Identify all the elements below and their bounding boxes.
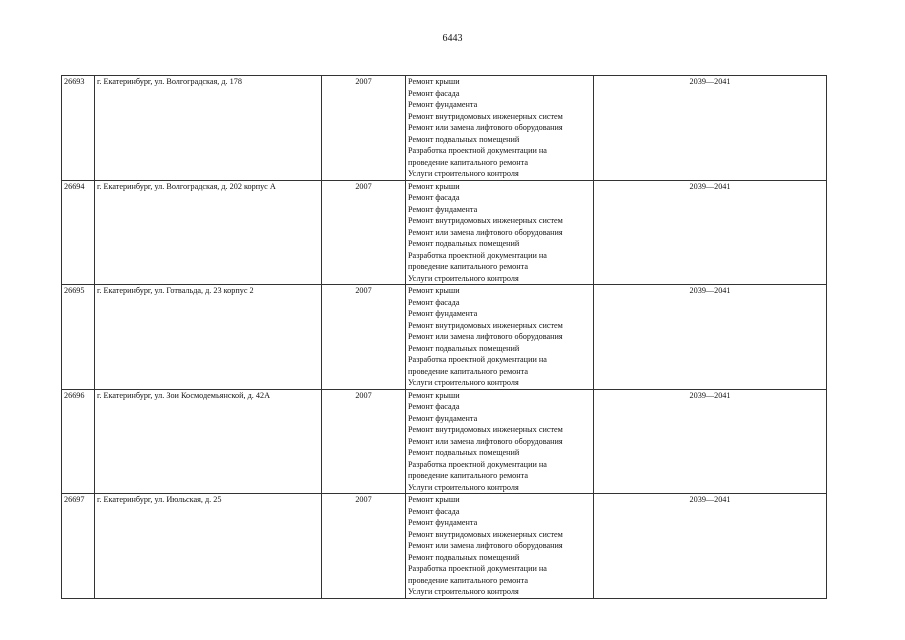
work-item: Ремонт крыши <box>408 286 460 295</box>
work-item: Ремонт фундамента <box>408 309 478 318</box>
work-item: Услуги строительного контроля <box>408 378 519 387</box>
period-cell: 2039—2041 <box>594 389 827 494</box>
work-item: Ремонт внутридомовых инженерных систем <box>408 216 563 225</box>
row-number-cell: 26696 <box>62 389 95 494</box>
work-item: Услуги строительного контроля <box>408 587 519 596</box>
period-cell: 2039—2041 <box>594 76 827 181</box>
work-item: Ремонт крыши <box>408 181 460 191</box>
work-item: Ремонт подвальных помещений <box>408 239 520 248</box>
work-item: Ремонт фасада <box>408 193 460 202</box>
work-item: Услуги строительного контроля <box>408 273 519 283</box>
work-item: Ремонт или замена лифтового оборудования <box>408 123 563 132</box>
row-number-cell: 26693 <box>62 76 95 181</box>
works-cell <box>406 389 594 494</box>
year-cell: 2007 <box>322 76 406 181</box>
row-number-cell: 26697 <box>62 494 95 599</box>
year-cell: 2007 <box>322 494 406 599</box>
work-item: Ремонт фундамента <box>408 100 478 109</box>
work-item: Ремонт фундамента <box>408 518 478 527</box>
work-item: Ремонт подвальных помещений <box>408 448 520 457</box>
work-item: Ремонт или замена лифтового оборудования <box>408 541 563 550</box>
work-item: Разработка проектной документации на <box>408 564 547 573</box>
work-item: проведение капитального ремонта <box>408 262 528 271</box>
period-cell: 2039—2041 <box>594 180 827 285</box>
work-item: Разработка проектной документации на <box>408 355 547 364</box>
work-item: Ремонт крыши <box>408 77 460 86</box>
work-item: Разработка проектной документации на <box>408 250 547 260</box>
work-item: Ремонт подвальных помещений <box>408 343 520 353</box>
work-item: Ремонт фасада <box>408 506 460 516</box>
work-item: Разработка проектной документации на <box>408 459 547 469</box>
work-item: Ремонт внутридомовых инженерных систем <box>408 111 563 121</box>
work-item: проведение капитального ремонта <box>408 366 528 376</box>
table-row <box>62 389 827 494</box>
work-item: Ремонт подвальных помещений <box>408 134 520 144</box>
row-number-cell: 26694 <box>62 180 95 285</box>
works-cell <box>406 180 594 285</box>
work-item: Ремонт фундамента <box>408 204 478 214</box>
year-cell: 2007 <box>322 180 406 285</box>
address-cell: г. Екатеринбург, ул. Готвальда, д. 23 корпус 2 <box>95 285 322 390</box>
work-item: Ремонт или замена лифтового оборудования <box>408 436 563 446</box>
work-item: Ремонт внутридомовых инженерных систем <box>408 320 563 330</box>
work-item: Ремонт фасада <box>408 88 460 98</box>
works-cell <box>406 285 594 390</box>
table-row <box>62 285 827 390</box>
work-item: Ремонт крыши <box>408 390 460 400</box>
work-item: Ремонт фасада <box>408 297 460 307</box>
work-item: Ремонт подвальных помещений <box>408 552 520 562</box>
work-item: Услуги строительного контроля <box>408 482 519 492</box>
period-cell: 2039—2041 <box>594 285 827 390</box>
work-item: Ремонт фундамента <box>408 413 478 423</box>
year-cell: 2007 <box>322 285 406 390</box>
period-cell: 2039—2041 <box>594 494 827 599</box>
registry-table <box>61 75 827 599</box>
table-row <box>62 494 827 599</box>
work-item: Ремонт или замена лифтового оборудования <box>408 227 563 237</box>
address-cell: г. Екатеринбург, ул. Волгоградская, д. 202 корпус А <box>95 180 322 285</box>
work-item: Ремонт внутридомовых инженерных систем <box>408 425 563 434</box>
works-cell <box>406 76 594 181</box>
work-item: Разработка проектной документации на <box>408 146 547 155</box>
work-item: Ремонт фасада <box>408 402 460 411</box>
address-cell: г. Екатеринбург, ул. Волгоградская, д. 178 <box>95 76 322 181</box>
registry-table-body <box>62 76 827 599</box>
table-row <box>62 76 827 181</box>
page-number: 6443 <box>442 33 463 44</box>
work-item: Ремонт или замена лифтового оборудования <box>408 332 563 341</box>
row-number-cell: 26695 <box>62 285 95 390</box>
work-item: Услуги строительного контроля <box>408 169 519 178</box>
work-item: проведение капитального ремонта <box>408 157 528 167</box>
table-row <box>62 180 827 285</box>
address-cell: г. Екатеринбург, ул. Зои Космодемьянской, д. 42А <box>95 389 322 494</box>
year-cell: 2007 <box>322 389 406 494</box>
work-item: Ремонт крыши <box>408 495 460 504</box>
works-cell <box>406 494 594 599</box>
address-cell: г. Екатеринбург, ул. Июльская, д. 25 <box>95 494 322 599</box>
work-item: Ремонт внутридомовых инженерных систем <box>408 529 563 539</box>
work-item: проведение капитального ремонта <box>408 575 528 585</box>
work-item: проведение капитального ремонта <box>408 471 528 480</box>
